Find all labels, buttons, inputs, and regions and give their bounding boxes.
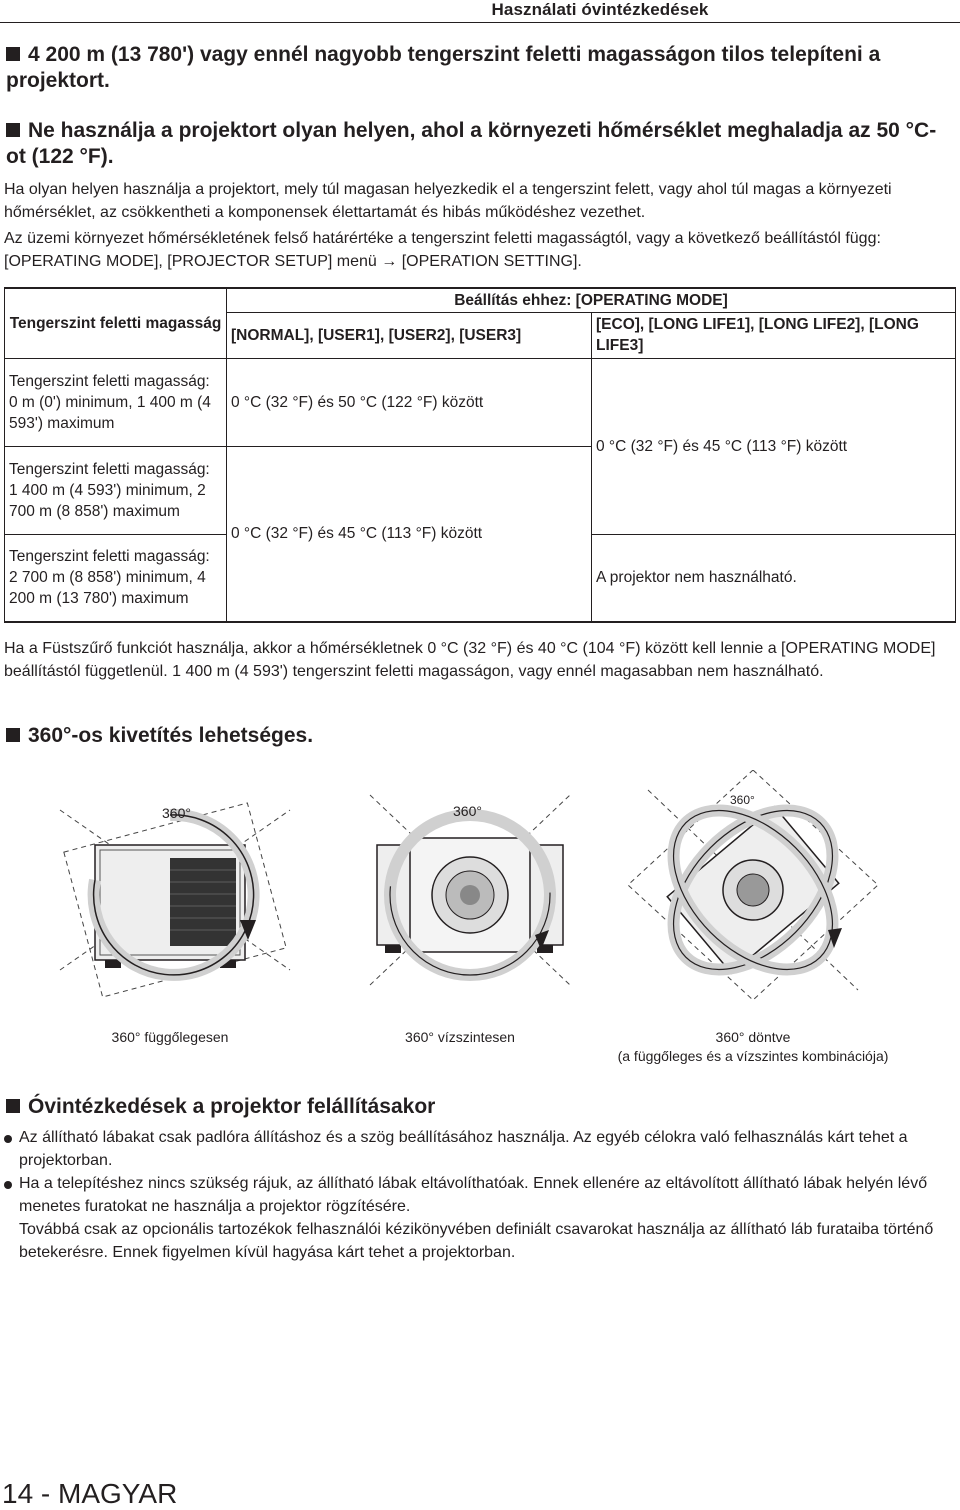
caption-tilted-title: 360° döntve [715, 1029, 791, 1045]
table-cell-altitude-3: Tengerszint feletti magasság: 2 700 m (8 858') minimum, 4 200 m (13 780') maximum [5, 534, 227, 622]
caption-vertical: 360° függőlegesen [111, 1029, 229, 1045]
heading-installation-precautions [6, 1094, 946, 1120]
rotation-label-tilted: 360° [730, 793, 755, 807]
list-item-text: Az állítható lábakat csak padlóra állításhoz és a szög beállításához használja. Az egyéb célokra való felhasználás kárt tehet a projektorban. [19, 1129, 908, 1169]
temperature-table [4, 287, 956, 623]
list-item-text: Ha a telepítéshez nincs szükség rájuk, az állítható lábak eltávolíthatóak. Ennek ellenére az eltávolított állítható lábak helyén lévő menetes furatokat ne használja a projektor rögzítésére. [19, 1175, 928, 1215]
page-header [0, 0, 960, 23]
rotation-label-horizontal: 360° [453, 803, 482, 819]
square-bullet-icon [6, 123, 20, 137]
table-cell-eco-3: A projektor nem használható. [592, 534, 956, 622]
table-header-eco: [ECO], [LONG LIFE1], [LONG LIFE2], [LONG LIFE3] [592, 312, 956, 358]
heading-360-text: 360°-os kivetítés lehetséges. [28, 724, 314, 747]
heading-altitude-text: 4 200 m (13 780') vagy ennél nagyobb tengerszint feletti magasságon tilos telepíteni a projektort. [6, 43, 881, 92]
square-bullet-icon [6, 1099, 20, 1113]
square-bullet-icon [6, 47, 20, 61]
table-cell-altitude-2: Tengerszint feletti magasság: 1 400 m (4 593') minimum, 2 700 m (8 858') maximum [5, 446, 227, 534]
list-item [4, 1126, 956, 1172]
heading-installation-text: Óvintézkedések a projektor felállításakor [28, 1095, 436, 1118]
heading-360-projection [6, 723, 946, 749]
tilted-rotation-illustration [628, 770, 878, 1010]
heading-altitude-limit [6, 42, 946, 94]
paragraph-lifetime-warning: Ha olyan helyen használja a projektort, mely túl magasan helyezkedik el a tengerszint felett, vagy ahol túl magas a környezeti hőmérséklet, az csökkentheti a komponensek élettartamát és hibás működéshez vezethet. [4, 181, 892, 221]
heading-temperature-limit [6, 118, 946, 170]
table-cell-eco-1-2: 0 °C (32 °F) és 45 °C (113 °F) között [592, 358, 956, 534]
rotation-label-vertical: 360° [162, 805, 191, 821]
caption-tilted-subtitle: (a függőleges és a vízszintes kombinációja) [617, 1048, 889, 1064]
list-item-extra-text: Továbbá csak az opcionális tartozékok felhasználói kézikönyvében definiált csavarokat használja az állítható láb furataiba történő betekerésre. Ennek figyelmen kívül hagyása kárt tehet a projektorban. [19, 1221, 934, 1261]
table-cell-altitude-1: Tengerszint feletti magasság: 0 m (0') minimum, 1 400 m (4 593') maximum [5, 358, 227, 446]
bullet-dot-icon [4, 1181, 12, 1189]
page-number-label: 14 - MAGYAR [2, 1478, 178, 1509]
paragraph-smoke-filter: Ha a Füstszűrő funkciót használja, akkor a hőmérsékletnek 0 °C (32 °F) és 40 °C (104 °F) között kell lennie a [OPERATING MODE] beállítástól függetlenül. 1 400 m (4 593') tengerszint feletti magasságon, vagy ennél magasabban nem használható. [4, 640, 936, 680]
caption-tilted [600, 1028, 906, 1066]
table-header-normal: [NORMAL], [USER1], [USER2], [USER3] [227, 312, 592, 358]
header-title: Használati óvintézkedések [491, 0, 709, 19]
table-cell-normal-2-3: 0 °C (32 °F) és 45 °C (113 °F) között [227, 446, 592, 622]
caption-horizontal: 360° vízszintesen [405, 1029, 515, 1045]
paragraph-operating-limit: Az üzemi környezet hőmérsékletének felső határértéke a tengerszint feletti magasságtól, vagy a következő beállítástól függ: [OPERATING MODE], [PROJECTOR SETUP] menü → [OPERATION SETTING]. [4, 230, 881, 270]
square-bullet-icon [6, 728, 20, 742]
list-item [4, 1172, 956, 1264]
precautions-list [4, 1126, 956, 1264]
bullet-dot-icon [4, 1135, 12, 1143]
horizontal-rotation-illustration [365, 770, 575, 1000]
table-header-operating-mode: Beállítás ehhez: [OPERATING MODE] [227, 288, 956, 312]
heading-temperature-text: Ne használja a projektort olyan helyen, ahol a környezeti hőmérséklet meghaladja az 50 °C-ot (122 °F). [6, 119, 937, 168]
table-cell-normal-1: 0 °C (32 °F) és 50 °C (122 °F) között [227, 358, 592, 446]
table-header-altitude: Tengerszint feletti magasság [5, 288, 227, 358]
vertical-rotation-illustration [50, 770, 300, 1000]
